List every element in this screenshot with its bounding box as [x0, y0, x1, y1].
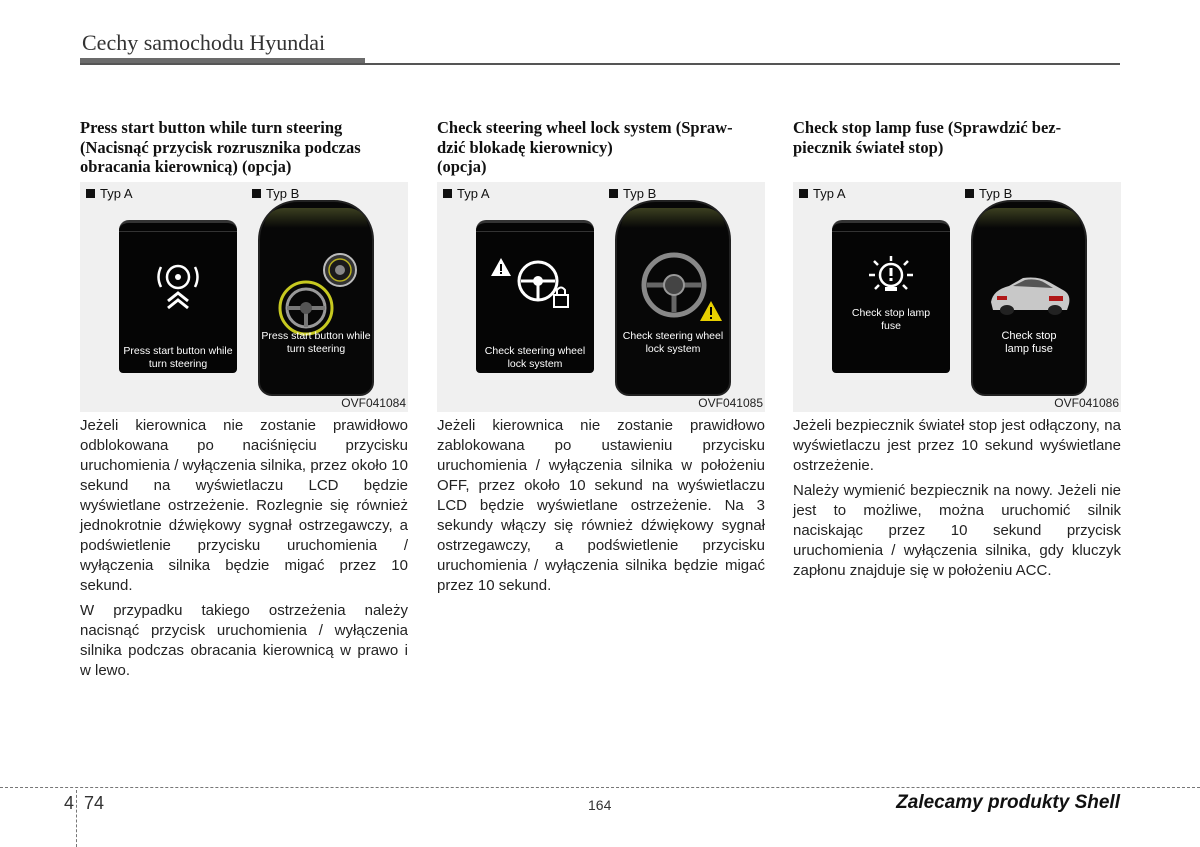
type-a-label: Typ A — [86, 186, 133, 201]
type-b-label: Typ B — [252, 186, 299, 201]
heading-line: piecznik świateł stop) — [793, 137, 944, 157]
lcd-screen-type-b — [615, 200, 731, 396]
footer-slogan: Zalecamy produkty Shell — [896, 792, 1120, 813]
steering-lock-icon — [512, 257, 572, 313]
center-page-number: 164 — [588, 797, 612, 813]
heading-line: Check steering wheel lock system (Spraw- — [437, 118, 733, 137]
car-rear-icon — [983, 272, 1075, 318]
figure-code: OVF041085 — [698, 396, 763, 410]
steering-wheel-icon — [276, 278, 336, 338]
type-a-label: Typ A — [443, 186, 490, 201]
lcd-screen-type-a — [476, 220, 594, 373]
lcd-screen-type-b — [971, 200, 1087, 396]
heading-line: obracania kierownicą) (opcja) — [80, 157, 292, 176]
lcd-message: Check stop lamp fuse — [1001, 330, 1057, 355]
figure-code: OVF041084 — [341, 396, 406, 410]
section-heading-1 — [80, 118, 410, 177]
lcd-screen-type-a — [119, 220, 237, 373]
figure-steering-lock — [437, 182, 765, 412]
paragraph: Należy wymienić bezpiecznik na nowy. Jeżeli nie jest to możliwe, można uruchomić silnik naciskając przez 10 sekund przycisk uruchomienia / wyłączenia silnika, gdy kluczyk zapłonu znajduje się w położeniu ACC. — [793, 482, 1121, 579]
steering-lock-icon — [153, 257, 203, 311]
paragraph: Jeżeli kierownica nie zostanie prawidłowo odblokowana po naciśnięciu przycisku uruchomienia / wyłączenia silnika, przez około 10 sekund na wyświetlaczu LCD będzie wyświetlane ostrzeżenie. Rozlegnie się również jednokrotnie dźwiękowy sygnał ostrzegawczy, a podświetlenie przycisku uruchomienia / wyłączenia silnika będzie migać przez 10 sekund. — [80, 417, 408, 594]
section-heading-2 — [437, 118, 767, 177]
lcd-message: Check stop lamp fuse — [851, 307, 931, 332]
body-text-1 — [80, 416, 408, 686]
header-rule — [80, 63, 1120, 65]
figure-stop-lamp — [793, 182, 1121, 412]
section-heading-3 — [793, 118, 1123, 157]
paragraph: Jeżeli bezpiecznik świateł stop jest odłączony, na wyświetlaczu jest przez 10 sekund wyświetlane ostrzeżenie. — [793, 417, 1121, 474]
stop-lamp-icon — [865, 253, 917, 301]
heading-line: Check stop lamp fuse (Sprawdzić bez- — [793, 118, 1062, 137]
paragraph: W przypadku takiego ostrzeżenia należy nacisnąć przycisk uruchomienia / wyłączenia silnika podczas obracania kierownicą w prawo i w lewo. — [80, 602, 408, 679]
lcd-message: Press start button while turn steering — [261, 330, 371, 355]
paragraph: Jeżeli kierownica nie zostanie prawidłowo zablokowana po ustawieniu przycisku uruchomienia / wyłączenia silnika w położeniu OFF, przez około 10 sekund na wyświetlaczu LCD będzie wyświetlane ostrzeżenie. Na 3 sekundy włączy się również dźwiękowy sygnał ostrzegawczy, a podświetlenie przycisku uruchomienia / wyłączenia silnika będzie migać przez 10 sekund. — [437, 417, 765, 594]
warning-triangle-icon — [490, 257, 512, 277]
lcd-message: Check steering wheel lock system — [484, 345, 586, 370]
warning-triangle-icon — [699, 300, 723, 322]
type-a-label: Typ A — [799, 186, 846, 201]
page-header-title: Cechy samochodu Hyundai — [82, 30, 326, 55]
lcd-message: Check steering wheel lock system — [622, 330, 724, 355]
type-b-label: Typ B — [609, 186, 656, 201]
heading-line: Press start button while turn steering — [80, 118, 343, 137]
heading-line: (Nacisnąć przycisk rozrusznika podczas — [80, 137, 361, 157]
page-number: 4 74 — [64, 793, 105, 813]
figure-code: OVF041086 — [1054, 396, 1119, 410]
body-text-2 — [437, 416, 765, 601]
body-text-3 — [793, 416, 1121, 586]
footer-dashed-rule — [0, 787, 1200, 788]
lcd-screen-type-a — [832, 220, 950, 373]
lcd-message: Press start button while turn steering — [123, 345, 233, 370]
heading-line: dzić blokadę kierownicy) — [437, 137, 613, 157]
figure-steering-start — [80, 182, 408, 412]
heading-line: (opcja) — [437, 157, 487, 176]
type-b-label: Typ B — [965, 186, 1012, 201]
lcd-screen-type-b — [258, 200, 374, 396]
